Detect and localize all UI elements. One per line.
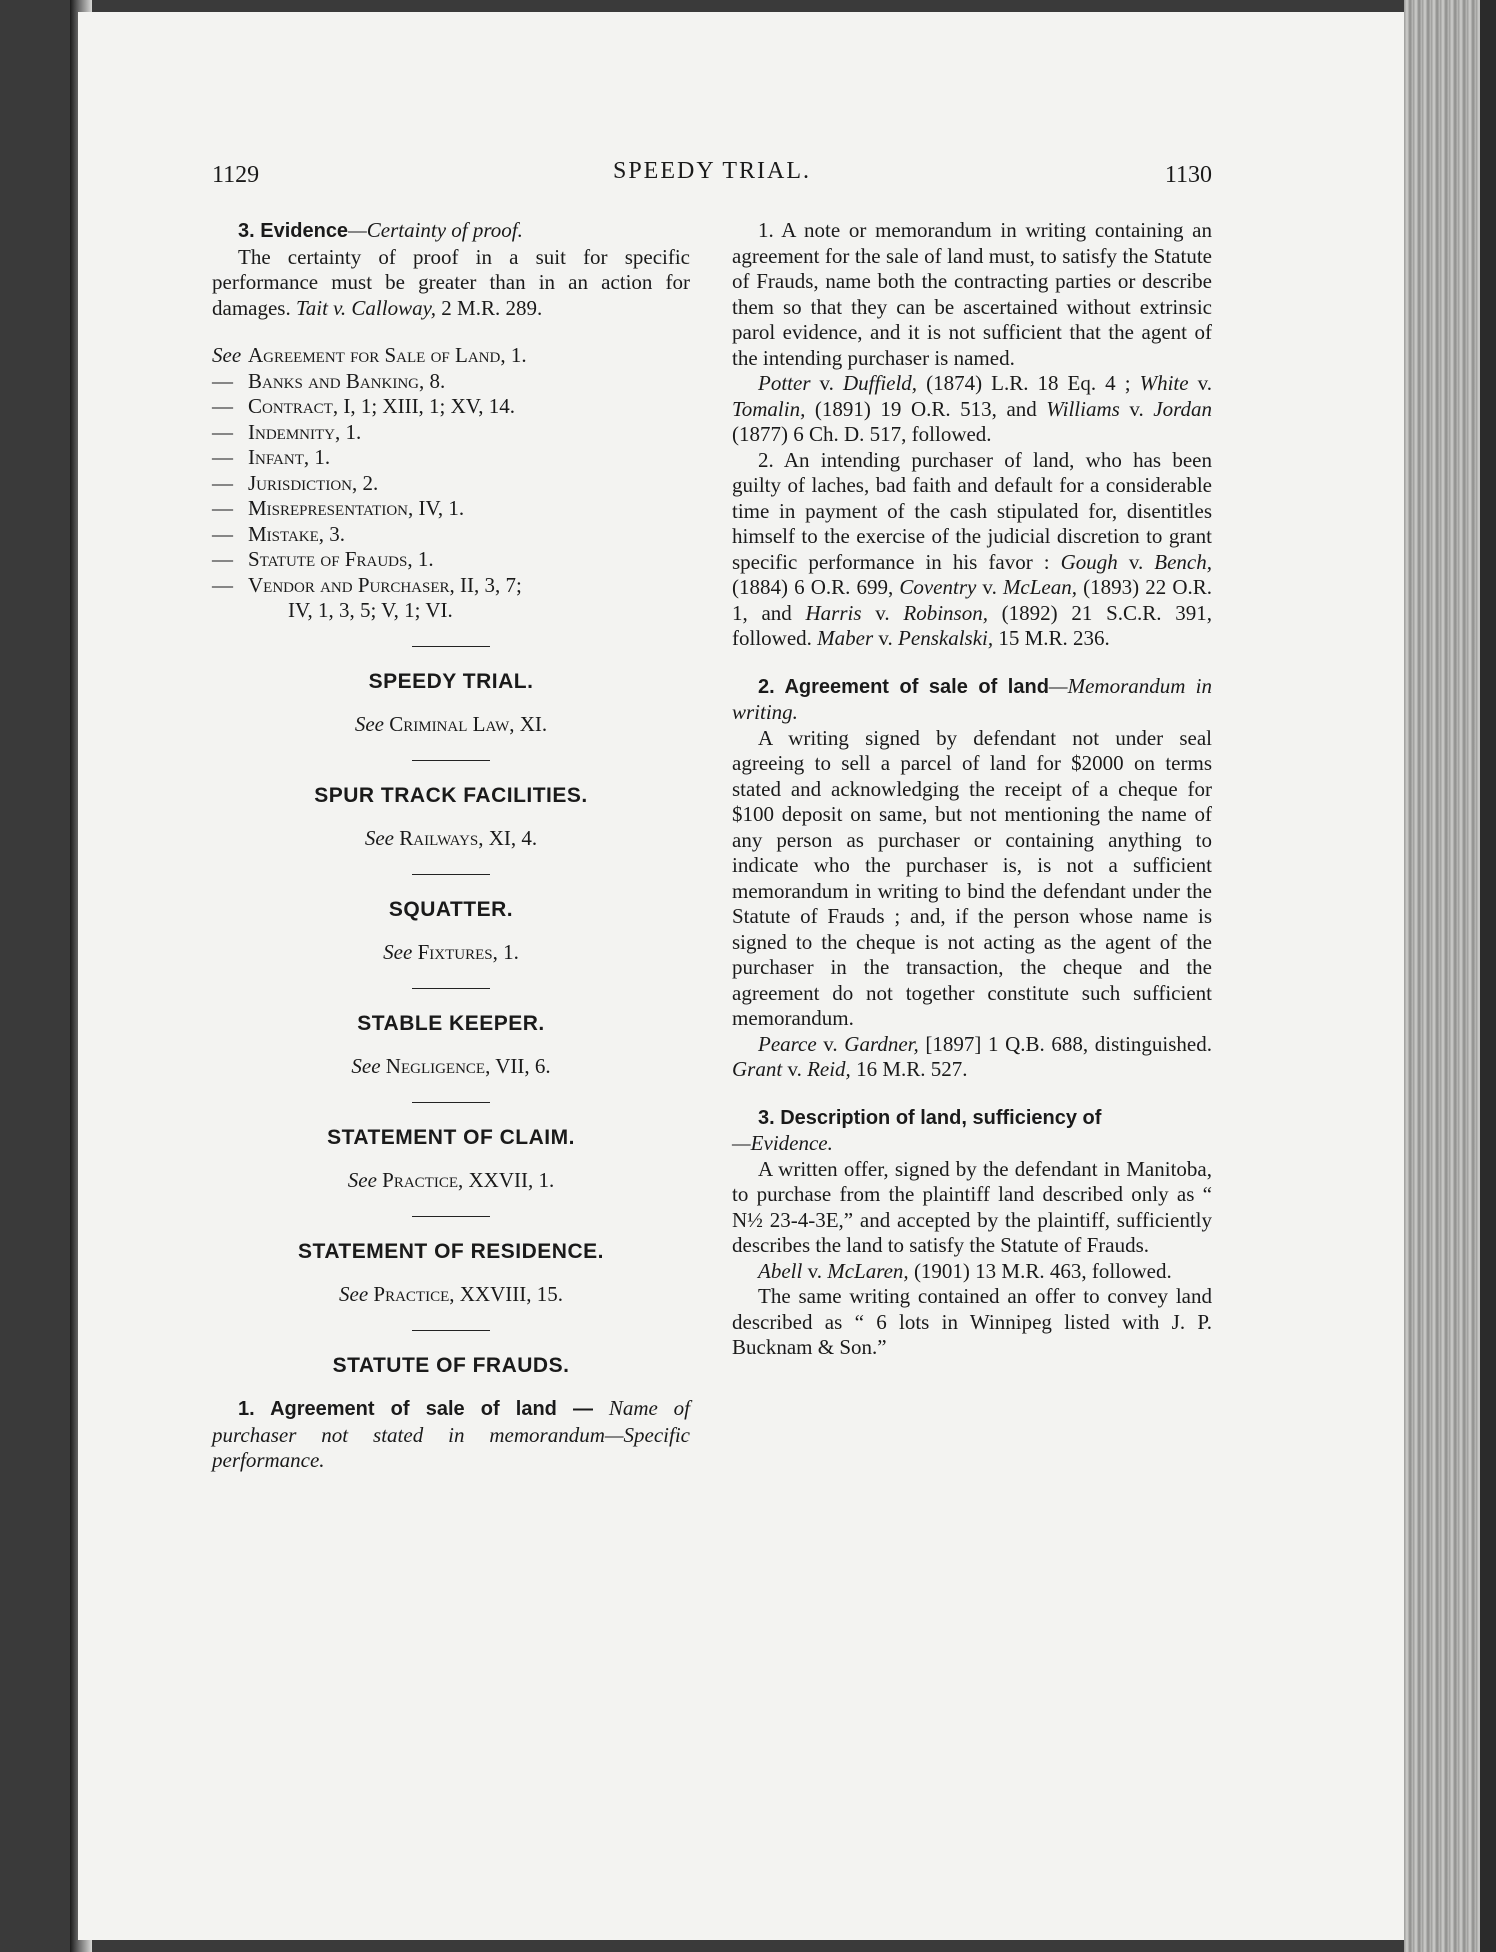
- see-reference: See Fixtures, 1.: [383, 940, 519, 964]
- xref-continuation: IV, 1, 3, 5; V, 1; VI.: [288, 598, 453, 622]
- entry-heading: SPEEDY TRIAL.: [368, 669, 534, 693]
- paragraph-1: 1. A note or memorandum in writing containing an agreement for the sale of land must, to satisfy the Statute of Frauds, name both the contracting parties or describe them so that they can be ascertained without extrinsic parol evidence, and it is not sufficient that the agent of the intending purchaser is named.: [732, 218, 1212, 370]
- entry-heading: SPUR TRACK FACILITIES.: [314, 783, 588, 807]
- page-number-right: 1130: [1164, 162, 1212, 188]
- divider-rule: [412, 1216, 490, 1217]
- see-reference: See Negligence, VII, 6.: [351, 1054, 551, 1078]
- xref-item: — Indemnity, 1.: [212, 419, 362, 444]
- item1-heading: 1. Agreement of sale of land — Name of purchaser not stated in memorandum—Specific performance.: [212, 1396, 690, 1472]
- book-edge-shadow: [1480, 0, 1496, 1952]
- citation-2: Pearce v. Gardner, [1897] 1 Q.B. 688, distinguished. Grant v. Reid, 16 M.R. 527.: [732, 1031, 1212, 1081]
- cross-reference-list: [212, 343, 690, 624]
- running-title: SPEEDY TRIAL.: [612, 158, 811, 184]
- paragraph-5: The same writing contained an offer to convey land described as “ 6 lots in Winnipeg listed with J. P. Bucknam & Son.”: [732, 1284, 1212, 1359]
- xref-item: See Agreement for Sale of Land, 1.: [212, 343, 527, 367]
- xref-item: — Contract, I, 1; XIII, 1; XV, 14.: [212, 394, 516, 418]
- entry-heading: SQUATTER.: [388, 897, 514, 921]
- see-reference: See Practice, XXVII, 1.: [347, 1168, 555, 1192]
- citation-3: Abell v. McLaren, (1901) 13 M.R. 463, followed.: [758, 1258, 1172, 1283]
- divider-rule: [412, 1102, 490, 1103]
- evidence-body: The certainty of proof in a suit for specific performance must be greater than in an action for damages. Tait v. Calloway, 2 M.R. 289.: [212, 244, 690, 320]
- divider-rule: [412, 874, 490, 875]
- evidence-heading: 3. Evidence—Certainty of proof.: [238, 218, 523, 242]
- entry-heading: STATEMENT OF CLAIM.: [327, 1125, 575, 1149]
- citation-1: Potter v. Duffield, (1874) L.R. 18 Eq. 4 ; White v. Tomalin, (1891) 19 O.R. 513, and Williams v. Jordan (1877) 6 Ch. D. 517, followed.: [732, 371, 1213, 446]
- right-column: [732, 218, 1212, 1361]
- section-2-heading: 2. Agreement of sale of land—Memorandum in writing.: [732, 673, 1212, 724]
- divider-rule: [412, 1330, 490, 1331]
- entry-heading: STATEMENT OF RESIDENCE.: [298, 1239, 604, 1263]
- left-column: [212, 218, 690, 1474]
- xref-item: — Vendor and Purchaser, II, 3, 7;: [212, 572, 522, 597]
- statute-heading: STATUTE OF FRAUDS.: [332, 1353, 570, 1377]
- xref-item: — Infant, 1.: [212, 445, 331, 469]
- see-reference: See Criminal Law, XI.: [354, 712, 548, 736]
- divider-rule: [412, 988, 490, 989]
- xref-item: — Banks and Banking, 8.: [212, 368, 446, 393]
- see-reference: See Railways, XI, 4.: [364, 826, 538, 850]
- xref-item: — Statute of Frauds, 1.: [212, 547, 434, 571]
- entry-heading: STABLE KEEPER.: [357, 1011, 545, 1035]
- xref-item: — Mistake, 3.: [212, 521, 346, 546]
- xref-item: — Misrepresentation, IV, 1.: [212, 496, 465, 520]
- paragraph-4: A written offer, signed by the defendant in Manitoba, to purchase from the plaintiff land described only as “ N½ 23-4-3E,” and accepted by the plaintiff, sufficiently describes the land to satisfy the Statute of Frauds.: [732, 1156, 1212, 1257]
- xref-item: — Jurisdiction, 2.: [212, 470, 379, 495]
- page-number-left: 1129: [212, 162, 260, 188]
- see-reference: See Practice, XXVIII, 15.: [339, 1282, 563, 1306]
- paragraph-2: 2. An intending purchaser of land, who has been guilty of laches, bad faith and default for a considerable time in payment of the cash stipulated for, disentitles himself to the exercise of the judicial discretion to grant specific performance in his favor : Gough v. Bench, (1884) 6 O.R. 699, Coventry v. McLean, (1893) 22 O.R. 1, and Harris v. Robinson, (1892) 21 S.C.R. 391, followed. Maber v. Penskalski, 15 M.R. 236.: [732, 447, 1213, 650]
- divider-rule: [412, 760, 490, 761]
- running-header: [212, 158, 1212, 198]
- divider-rule: [412, 646, 490, 647]
- section-3-heading: 3. Description of land, sufficiency of —Evidence.: [732, 1106, 1102, 1155]
- paragraph-3: A writing signed by defendant not under seal agreeing to sell a parcel of land for $2000 on terms stated and acknowledging the receipt of a cheque for $100 deposit on same, but not mentioning the name of any person as purchaser or containing anything to indicate who the purchaser is, is not a sufficient memorandum in writing to bind the defendant under the Statute of Frauds ; and, if the person whose name is signed to the cheque is not acting as the agent of the purchaser in the transaction, the cheque and the agreement do not together constitute such sufficient memorandum.: [732, 725, 1212, 1030]
